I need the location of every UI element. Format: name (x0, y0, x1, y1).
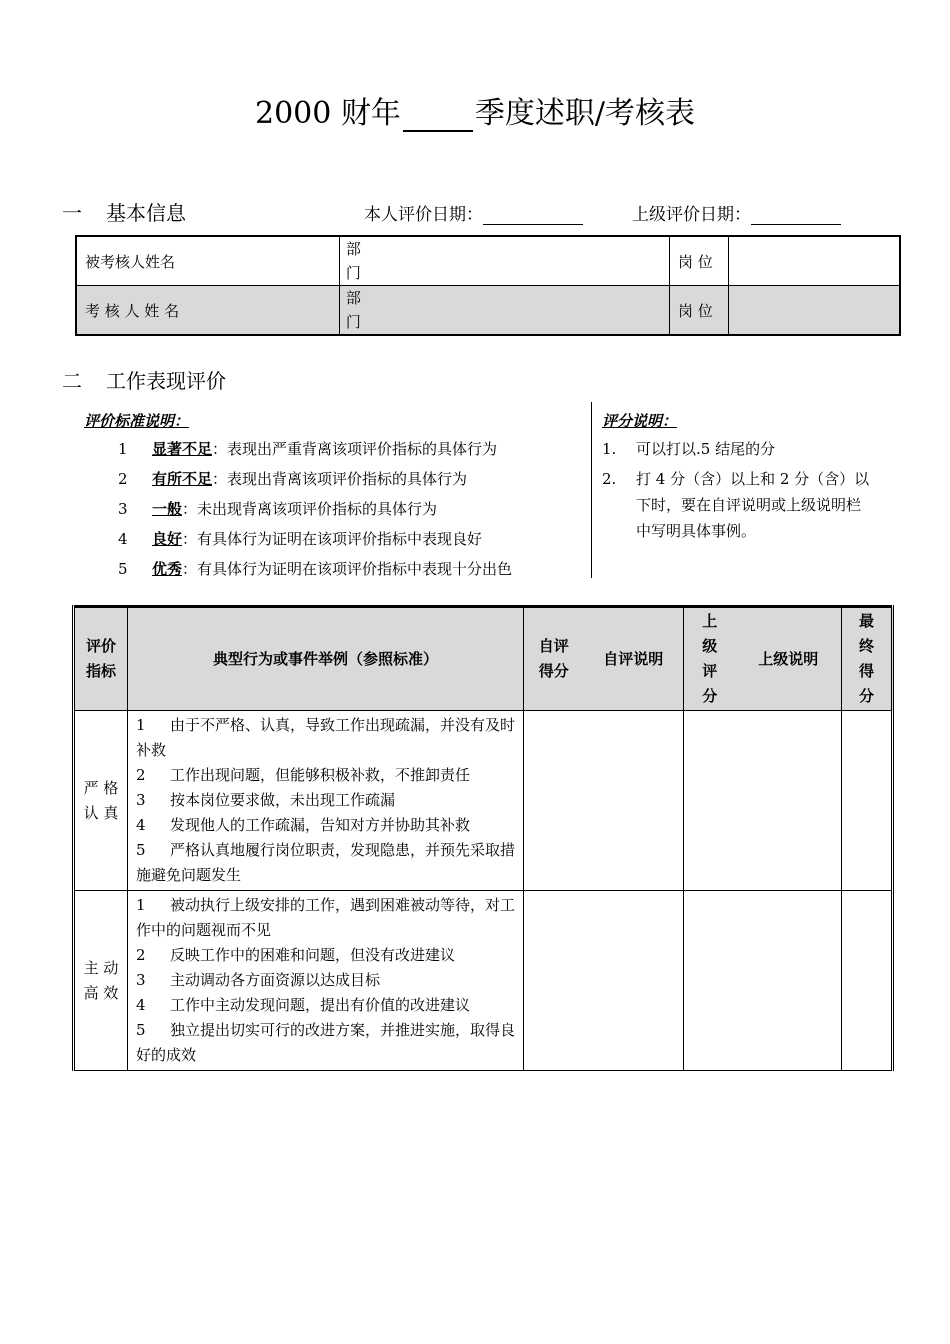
scoring-num: 2. (602, 470, 617, 488)
example-num: 1 (136, 896, 146, 914)
example-item (136, 713, 515, 763)
example-num: 2 (136, 766, 146, 784)
criteria-item (118, 468, 467, 489)
example-num: 5 (136, 841, 146, 859)
scoring-num: 1. (602, 440, 617, 458)
dept-char-2: 门 (345, 313, 361, 331)
self-score-field[interactable] (524, 711, 584, 891)
example-num: 5 (136, 1021, 146, 1039)
table-header-row (74, 607, 893, 711)
indicator-line: 严 格 (83, 778, 119, 797)
examinee-dept-label (339, 236, 669, 286)
examiner-position-field[interactable] (728, 286, 900, 336)
header-indicator-line: 指标 (85, 662, 116, 680)
header-indicator (74, 607, 128, 711)
page-title (0, 88, 950, 132)
examples-cell (128, 891, 524, 1071)
scoring-item (602, 436, 775, 462)
indicator-line: 高 效 (83, 983, 119, 1002)
dept-char-1: 部 (345, 240, 361, 258)
header-self-note: 自评说明 (584, 607, 684, 711)
self-eval-date-field[interactable] (483, 206, 583, 225)
example-text: 严格认真地履行岗位职责，发现隐患，并预先采取措施避免问题发生 (136, 841, 516, 884)
super-note-field[interactable] (736, 891, 842, 1071)
example-item (136, 943, 515, 968)
criteria-keyword: 有所不足 (152, 470, 213, 488)
criteria-num: 5 (118, 560, 128, 578)
self-note-field[interactable] (584, 891, 684, 1071)
header-self-score-line: 得分 (538, 662, 569, 680)
section-title: 工作表现评价 (106, 369, 226, 393)
super-score-field[interactable] (684, 711, 736, 891)
supervisor-eval-date (632, 200, 841, 225)
final-score-field[interactable] (842, 711, 893, 891)
header-examples: 典型行为或事件举例（参照标准） (128, 607, 524, 711)
examiner-name-label: 考 核 人 姓 名 (76, 286, 339, 336)
criteria-item (118, 558, 512, 579)
supervisor-eval-date-field[interactable] (751, 206, 841, 225)
criteria-item (118, 528, 482, 549)
section-performance-heading (62, 365, 226, 394)
criteria-item (118, 438, 497, 459)
example-text: 按本岗位要求做，未出现工作疏漏 (170, 791, 396, 809)
example-item (136, 763, 515, 788)
scoring-text-line: 中写明具体事例。 (636, 522, 757, 540)
examinee-name-label: 被考核人姓名 (76, 236, 339, 286)
title-prefix: 2000 财年 (255, 96, 401, 131)
example-item (136, 893, 515, 943)
scoring-text (636, 466, 869, 544)
criteria-num: 3 (118, 500, 128, 518)
criteria-item (118, 498, 437, 519)
example-num: 3 (136, 791, 146, 809)
super-score-field[interactable] (684, 891, 736, 1071)
examiner-position-label: 岗 位 (669, 286, 728, 336)
scoring-title: 评分说明： (602, 412, 678, 430)
section-number: 二 (62, 369, 82, 393)
header-super-note: 上级说明 (736, 607, 842, 711)
final-score-field[interactable] (842, 891, 893, 1071)
indicator-line: 主 动 (83, 958, 119, 977)
self-eval-date (364, 200, 583, 225)
example-num: 4 (136, 816, 146, 834)
dept-char-1: 部 (345, 289, 361, 307)
criteria-num: 4 (118, 530, 128, 548)
examiner-dept-label (339, 286, 669, 336)
section-title: 基本信息 (106, 201, 186, 225)
title-suffix: 季度述职/考核表 (474, 96, 695, 131)
example-item (136, 788, 515, 813)
super-note-field[interactable] (736, 711, 842, 891)
criteria-num: 2 (118, 470, 128, 488)
example-item (136, 838, 515, 888)
examples-cell (128, 711, 524, 891)
header-super-score-text: 上级评分 (702, 612, 718, 705)
supervisor-eval-date-label: 上级评价日期： (632, 205, 751, 225)
header-indicator-line: 评价 (85, 637, 116, 655)
criteria-text: ：未出现背离该项评价指标的具体行为 (182, 500, 438, 518)
example-text: 工作出现问题，但能够积极补救，不推卸责任 (170, 766, 471, 784)
criteria-keyword: 优秀 (152, 560, 183, 578)
example-text: 发现他人的工作疏漏，告知对方并协助其补救 (170, 816, 471, 834)
self-note-field[interactable] (584, 711, 684, 891)
example-num: 2 (136, 946, 146, 964)
criteria-keyword: 一般 (152, 500, 183, 518)
self-eval-date-label: 本人评价日期： (364, 205, 483, 225)
example-text: 主动调动各方面资源以达成目标 (170, 971, 381, 989)
criteria-text: ：表现出背离该项评价指标的具体行为 (212, 470, 468, 488)
criteria-keyword: 良好 (152, 530, 183, 548)
header-final-score-text: 最终得分 (858, 612, 874, 705)
example-item (136, 813, 515, 838)
scoring-item (602, 466, 869, 544)
criteria-text: ：有具体行为证明在该项评价指标中表现十分出色 (182, 560, 513, 578)
examinee-position-field[interactable] (728, 236, 900, 286)
header-self-score (524, 607, 584, 711)
table-row (76, 286, 900, 336)
scoring-text-line: 下时，要在自评说明或上级说明栏 (636, 496, 862, 514)
criteria-text: ：表现出严重背离该项评价指标的具体行为 (212, 440, 498, 458)
basic-info-table (75, 235, 901, 336)
indicator-line: 认 真 (83, 803, 119, 822)
header-super-score (684, 607, 736, 711)
criteria-divider (591, 402, 592, 578)
table-row (74, 711, 893, 891)
criteria-num: 1 (118, 440, 128, 458)
section-number: 一 (62, 201, 82, 225)
evaluation-table (72, 605, 894, 1071)
table-row (76, 236, 900, 286)
example-num: 1 (136, 716, 146, 734)
examinee-position-label: 岗 位 (669, 236, 728, 286)
example-num: 3 (136, 971, 146, 989)
example-item (136, 968, 515, 993)
example-num: 4 (136, 996, 146, 1014)
indicator-cell (74, 891, 128, 1071)
example-text: 被动执行上级安排的工作，遇到困难被动等待，对工作中的问题视而不见 (136, 896, 516, 939)
header-self-score-line: 自评 (538, 637, 569, 655)
criteria-keyword: 显著不足 (152, 440, 213, 458)
scoring-text-line: 打 4 分（含）以上和 2 分（含）以 (636, 470, 870, 488)
header-final-score (842, 607, 893, 711)
example-text: 工作中主动发现问题，提出有价值的改进建议 (170, 996, 471, 1014)
dept-char-2: 门 (345, 264, 361, 282)
indicator-cell (74, 711, 128, 891)
criteria-text: ：有具体行为证明在该项评价指标中表现良好 (182, 530, 483, 548)
scoring-text: 可以打以.5 结尾的分 (636, 440, 776, 458)
section-basic-info-heading (62, 197, 186, 226)
example-text: 由于不严格、认真，导致工作出现疏漏，并没有及时补救 (136, 716, 516, 759)
self-score-field[interactable] (524, 891, 584, 1071)
example-item (136, 993, 515, 1018)
example-text: 独立提出切实可行的改进方案，并推进实施，取得良好的成效 (136, 1021, 516, 1064)
example-text: 反映工作中的困难和问题，但没有改进建议 (170, 946, 456, 964)
table-row (74, 891, 893, 1071)
quarter-blank[interactable] (403, 100, 473, 132)
criteria-title: 评价标准说明： (84, 412, 190, 430)
example-item (136, 1018, 515, 1068)
